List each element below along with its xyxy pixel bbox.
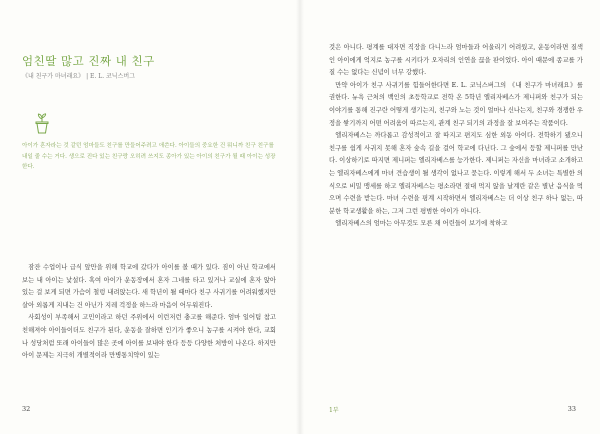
page-number: 32 [22,405,31,413]
book-gutter [296,0,304,434]
paragraph: 만약 아이가 친구 사귀기를 힘들어한다면 E. L. 코닉스버그의 《내 친구가 마녀래요》를 권한다. 뉴욕 근처의 백인의 초등학교로 전학 온 5학년 엘리자베스가 제니퍼와 친구가 되는 이야기를 통해 진구란 어떻게 생기는지, 친구와 노는 것이 얼마나 신나는지, 친구와 경쟁한 우정을 쌓기까지 어떤 어려움이 따르는지, 관계 친구 되기의 과정을 잘 보여주는 작품이다. [329,81,583,127]
paragraph: 엘리자베스는 까다롭고 감성적이고 잘 따지고 편지도 심한 외동 아이다. 전학하기 됐으니 친구를 쉽게 사귀지 못해 혼자 숲속 길을 걸어 학교에 다닌다. 그 숲에서 등할 제니퍼를 만난다. 이상하기로 따지면 제니퍼는 엘리자베스를 능가한다. 제니퍼는 자신을 마녀라고 소개하고는 엘리자베스에게 마녀 견습생이 될 생각이 없나고 묻는다. 이렇게 해서 두 소녀는 특별한 의식으로 비밀 맹세를 하고 엘리자베스는 평소라면 절대 먹지 않을 날계란 같은 별난 음식을 먹으며 수련을 받는다. 마녀 수련을 핑계 시작하면서 엘리자베스는 더 이상 친구 하나 없는, 따분한 학교생활을 하는, 그저 그런 평범한 아이가 아니다. [329,132,583,215]
paragraph: 잠잔 수업이나 급식 앞만을 위해 학교에 갔다가 아이를 볼 때가 있다. 짐이 아닌 학교에서 보는 내 아이는 낯설다. 혹여 아이가 운동장에서 혼자 그네를 타고 있거나 교실에 혼자 앉아 있는 걸 보게 되면 가슴이 철렁 내려앉는다. 새 학년이 될 때마다 친구 사귀기를 어려워했지만 살아 외롭게 지내는 건 아닌가 지레 걱정을 하느라 마음이 어두워진다. [22,264,276,309]
paragraph: 것은 아니다. 평계를 대자면 직장을 다니느라 엄마들과 어울리기 어려웠고, 운동이라면 질색인 아이에게 억지로 농구를 시키다가 오자리의 인연을 끊을 판이었다. 아이 때문에 종교를 가질 수는 없다는 신념이 너무 강했다. [329,44,583,77]
chapter-title: 엄친딸 많고 진짜 내 친구 [22,54,155,68]
summary-text: 아이가 혼자라는 것 같던 엄마들도 친구를 만들어주려고 애쓴다. 아이들의 중요한 건 뭐니까 친구 친구를 내일 줄 수는 거다. 생으로 진다 있는 친구랑 오히려 쓰지도 종아가 있는 아이의 친구가 될 때 아이는 성장한다. [22,143,276,171]
book-reference: 《내 친구가 마녀래요》 | E. L. 코닉스버그 [22,73,135,80]
paragraph: 엘리자베스의 엄마는 아무것도 모른 채 어린들이 보기에 착하고 [335,220,508,228]
potted-plant-icon [32,113,52,135]
body-text [329,42,583,231]
right-page [300,0,600,434]
page-number: 33 [567,405,576,413]
body-text [22,262,276,363]
running-head: 1부 [329,407,339,414]
chapter-summary [22,141,276,173]
paragraph: 사회성이 부족해서 고민이라고 하던 주위에서 이런저런 충고를 해준다. 엄마 일어팀 참고 친해져야 아이들이더도 친구가 된다, 운동을 잘하면 인기가 좋으니 농구를 시켜야 한다, 교회나 성당처럼 또래 아이들이 많은 곳에 아이를 보내야 한다 등등 다양한 처방이 나온다. 하지만 아이 문제는 지극히 개별적이라 만병통치약이 있는 [22,314,276,360]
